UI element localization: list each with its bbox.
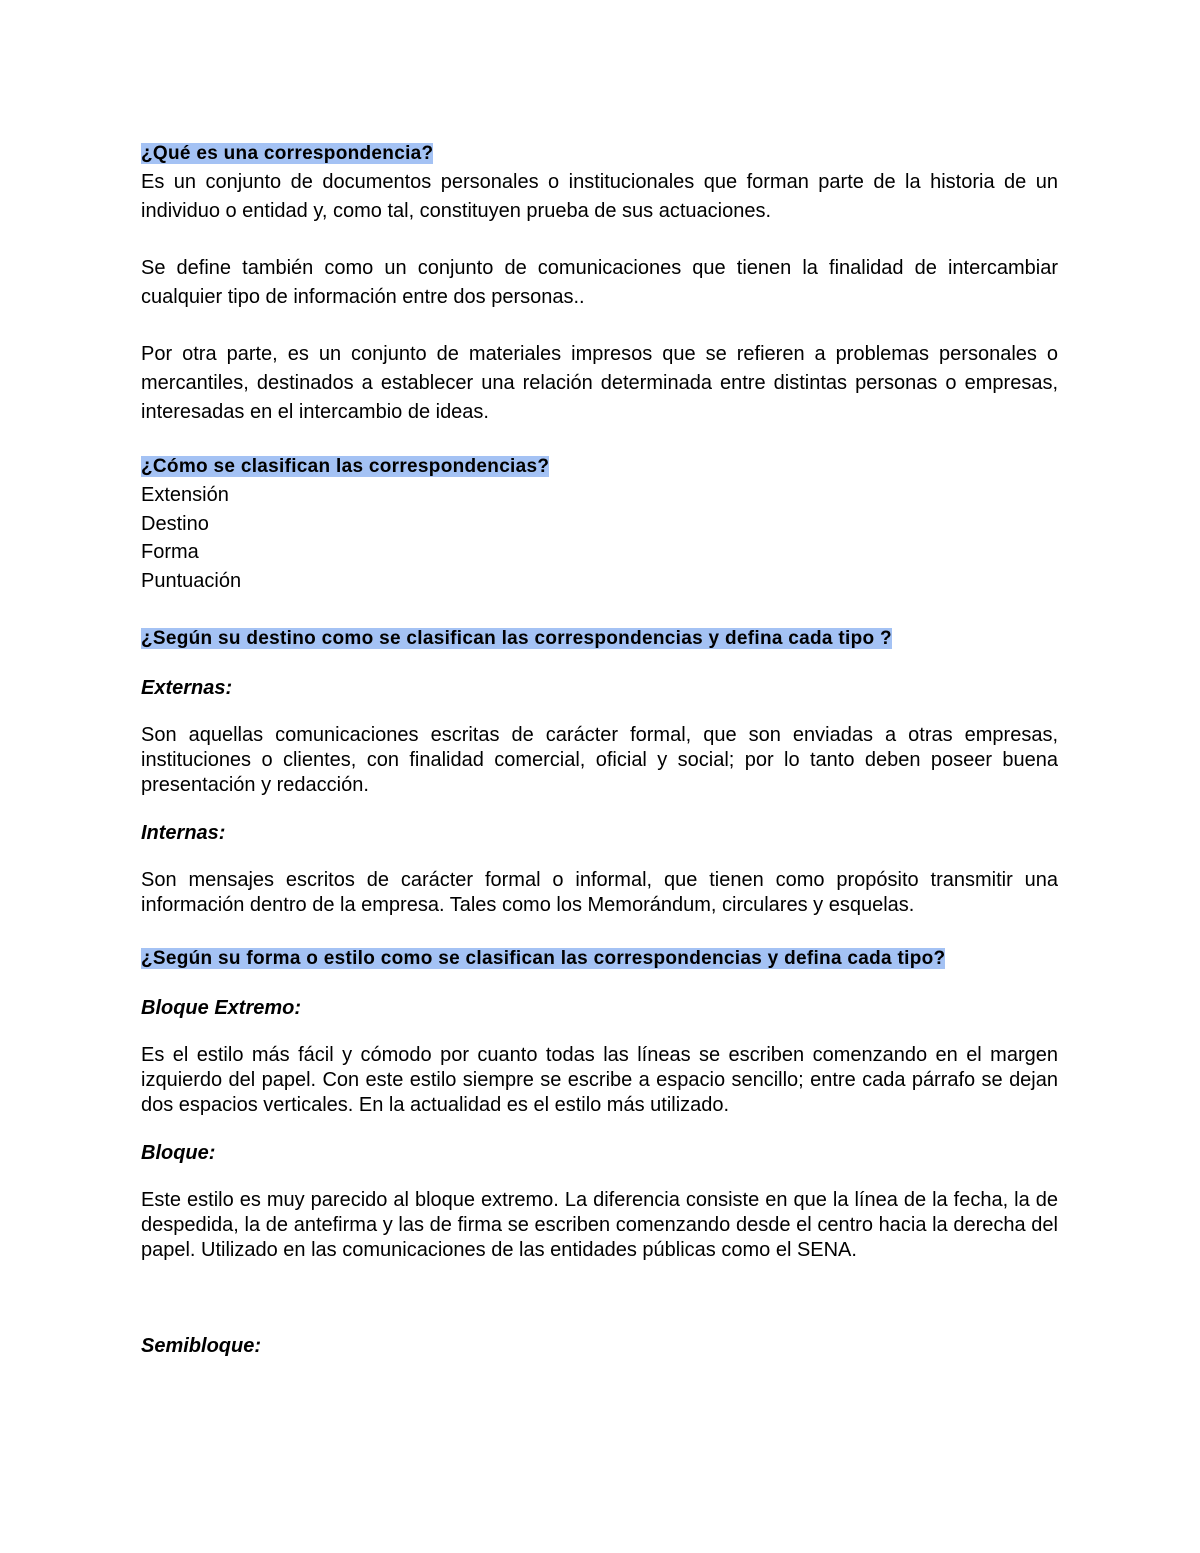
subheading-externas: Externas:	[141, 677, 233, 699]
section-heading-classification	[141, 453, 1058, 481]
subheading-bloque-extremo: Bloque Extremo:	[141, 997, 302, 1019]
subheading-semibloque: Semibloque:	[141, 1335, 262, 1357]
paragraph-definition-2: Se define también como un conjunto de comunicaciones que tienen la finalidad de intercambiar cualquier tipo de información entre dos personas..	[141, 257, 1058, 308]
highlighted-heading: ¿Qué es una correspondencia?	[141, 143, 434, 164]
paragraph-bloque-extremo: Es el estilo más fácil y cómodo por cuanto todas las líneas se escriben comenzando en el margen izquierdo del papel. Con este estilo siempre se escribe a espacio sencillo; entre cada párrafo se dejan dos espacios verticales. En la actualidad es el estilo más utilizado.	[141, 1044, 1058, 1116]
subheading-bloque: Bloque:	[141, 1142, 216, 1164]
section-heading-style	[141, 945, 1058, 973]
paragraph-internas: Son mensajes escritos de carácter formal o informal, que tienen como propósito transmitir una información dentro de la empresa. Tales como los Memorándum, circulares y esquelas.	[141, 869, 1058, 916]
highlighted-heading: ¿Según su destino como se clasifican las correspondencias y defina cada tipo ?	[141, 628, 892, 649]
paragraph-definition-3: Por otra parte, es un conjunto de materiales impresos que se refieren a problemas personales o mercantiles, destinados a establecer una relación determinada entre distintas personas o empresas, interesadas en el intercambio de ideas.	[141, 343, 1058, 423]
paragraph-bloque: Este estilo es muy parecido al bloque extremo. La diferencia consiste en que la línea de la fecha, la de despedida, la de antefirma y las de firma se escriben comenzando desde el centro hacia la derecha del papel. Utilizado en las comunicaciones de las entidades públicas como el SENA.	[141, 1189, 1058, 1261]
list-item: Forma	[141, 541, 199, 563]
subheading-internas: Internas:	[141, 822, 226, 844]
list-item: Puntuación	[141, 569, 242, 592]
section-heading-what-is	[141, 140, 1058, 168]
paragraph-externas: Son aquellas comunicaciones escritas de carácter formal, que son enviadas a otras empresas, instituciones o clientes, con finalidad comercial, oficial y social; por lo tanto deben poseer buena presentación y redacción.	[141, 724, 1058, 796]
list-item: Destino	[141, 512, 209, 535]
section-heading-destination	[141, 625, 1058, 653]
highlighted-heading: ¿Cómo se clasifican las correspondencias?	[141, 456, 550, 477]
document-page	[141, 140, 1058, 1359]
paragraph-definition-1: Es un conjunto de documentos personales o institucionales que forman parte de la historia de un individuo o entidad y, como tal, constituyen prueba de sus actuaciones.	[141, 171, 1058, 222]
highlighted-heading: ¿Según su forma o estilo como se clasifican las correspondencias y defina cada tipo?	[141, 948, 946, 969]
list-item: Extensión	[141, 484, 229, 506]
classification-list	[141, 481, 1058, 595]
